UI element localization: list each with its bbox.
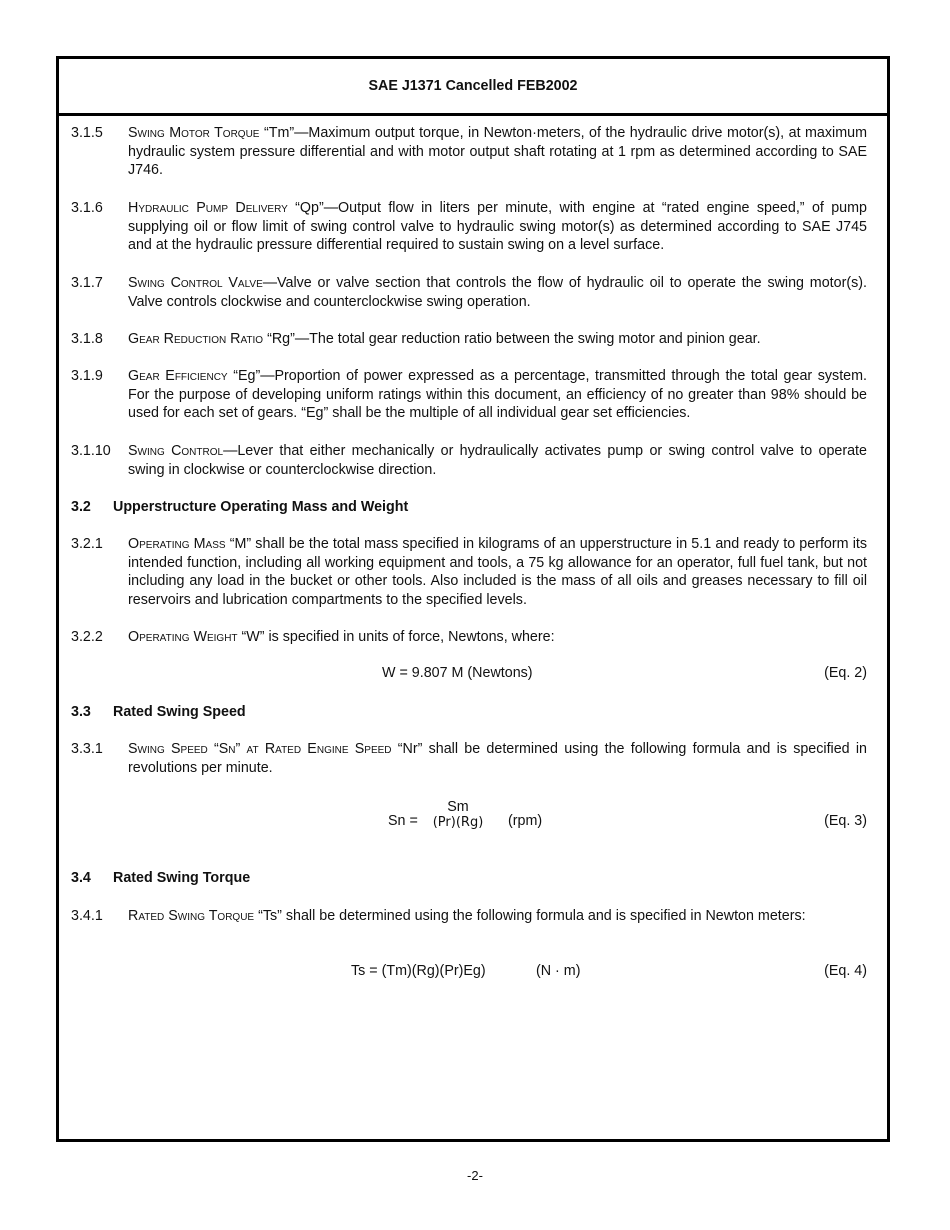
equation-label: (Eq. 4)	[824, 963, 867, 979]
equation-unit: (N · m)	[536, 963, 581, 979]
section-number: 3.3	[71, 704, 91, 720]
clause-number: 3.1.10	[71, 443, 111, 459]
section-title: Upperstructure Operating Mass and Weight	[113, 499, 409, 515]
clause-term-continued: “Sn” at Rated Engine Speed	[207, 741, 392, 757]
clause-term: Swing Control Valve	[128, 275, 263, 291]
clause-text: “Nr” shall be determined using the following formula and is specified in revolutions per minute.	[128, 741, 867, 776]
page-header	[59, 59, 887, 116]
clause-text: “M” shall be the total mass specified in kilograms of an upperstructure in 5.1 and ready to perform its intended function, including all working equipment and tools, a 75 kg allowance for an operator, full fuel tank, but not including any load in the bucket or other tools. Also included is the mass of all oils and greases necessary to fill oil reservoirs and lubrication compartments to the specified levels.	[128, 536, 867, 608]
clause-3-1-9	[71, 367, 867, 423]
clause-number: 3.1.6	[71, 200, 103, 216]
section-number: 3.4	[71, 870, 91, 886]
clause-number: 3.1.9	[71, 368, 103, 384]
clause-3-3-1	[71, 740, 867, 777]
clause-term: Operating Mass	[128, 536, 226, 552]
clause-text: “W” is specified in units of force, Newtons, where:	[237, 629, 555, 645]
clause-term: Swing Speed	[128, 741, 208, 757]
clause-3-2-2	[71, 628, 867, 647]
clause-term: Swing Control	[128, 443, 224, 459]
clause-3-1-10	[71, 442, 867, 479]
equation-expression: W = 9.807 M (Newtons)	[382, 665, 533, 681]
clause-3-1-6	[71, 199, 867, 255]
clause-number: 3.3.1	[71, 741, 103, 757]
clause-term: Rated Swing Torque	[128, 908, 255, 924]
equation-expression: Ts = (Tm)(Rg)(Pr)Eg)	[351, 963, 486, 979]
clause-text: —Valve or valve section that controls the flow of hydraulic oil to operate the swing motor(s). Valve controls clockwise and counterclockwise swing operation.	[128, 275, 867, 310]
section-title: Rated Swing Speed	[113, 704, 246, 720]
fraction-denominator: (Pr)(Rg)	[432, 815, 484, 830]
clause-3-4-1	[71, 907, 867, 926]
clause-3-1-5	[71, 124, 867, 180]
section-heading-3-3	[71, 703, 246, 722]
clause-text: “Qp”—Output flow in liters per minute, with engine at “rated engine speed,” of pump supplying oil or flow limit of swing control valve to hydraulic swing motor(s) as determined according to SAE J745 and at the hydraulic pressure differential required to sustain swing on a level surface.	[128, 200, 867, 254]
page-number: -2-	[467, 1168, 483, 1183]
clause-number: 3.4.1	[71, 908, 103, 924]
page-frame	[56, 56, 890, 1142]
section-title: Rated Swing Torque	[113, 870, 251, 886]
clause-3-1-8	[71, 330, 867, 349]
equation-unit: (rpm)	[508, 813, 543, 829]
section-number: 3.2	[71, 499, 91, 515]
equation-label: (Eq. 2)	[824, 665, 867, 681]
clause-text: “Eg”—Proportion of power expressed as a percentage, transmitted through the total gear system. For the purpose of developing uniform ratings within this document, an efficiency of no greater than 98% should be used for each set of gears. “Eg” shall be the multiple of all individual gear set efficiencies.	[128, 368, 868, 422]
clause-text: “Ts” shall be determined using the following formula and is specified in Newton meters:	[254, 908, 806, 924]
clause-text: —Lever that either mechanically or hydraulically activates pump or swing control valve to operate swing in clockwise or counterclockwise direction.	[128, 443, 867, 478]
clause-text: “Tm”—Maximum output torque, in Newton·meters, of the hydraulic drive motor(s), at maximum hydraulic system pressure differential and with motor output shaft rotating at 1 rpm as determined according to SAE J746.	[128, 125, 867, 179]
clause-term: Swing Motor Torque	[128, 125, 260, 141]
clause-number: 3.2.2	[71, 629, 103, 645]
clause-text: “Rg”—The total gear reduction ratio between the swing motor and pinion gear.	[263, 331, 761, 347]
clause-3-2-1	[71, 535, 867, 609]
clause-number: 3.2.1	[71, 536, 103, 552]
clause-term: Gear Efficiency	[128, 368, 228, 384]
equation-2	[71, 665, 867, 685]
equation-3	[71, 799, 867, 843]
equation-4	[71, 963, 867, 983]
clause-number: 3.1.7	[71, 275, 103, 291]
document-title: SAE J1371 Cancelled FEB2002	[368, 78, 578, 94]
clause-term: Gear Reduction Ratio	[128, 331, 264, 347]
clause-number: 3.1.5	[71, 125, 103, 141]
equation-lhs: Sn =	[388, 813, 418, 829]
clause-3-1-7	[71, 274, 867, 311]
equation-label: (Eq. 3)	[824, 813, 867, 829]
section-heading-3-4	[71, 869, 250, 888]
clause-term: Hydraulic Pump Delivery	[128, 200, 288, 216]
equation-fraction	[423, 799, 493, 830]
fraction-numerator: Sm	[447, 799, 469, 815]
clause-term: Operating Weight	[128, 629, 238, 645]
clause-number: 3.1.8	[71, 331, 103, 347]
section-heading-3-2	[71, 498, 408, 517]
